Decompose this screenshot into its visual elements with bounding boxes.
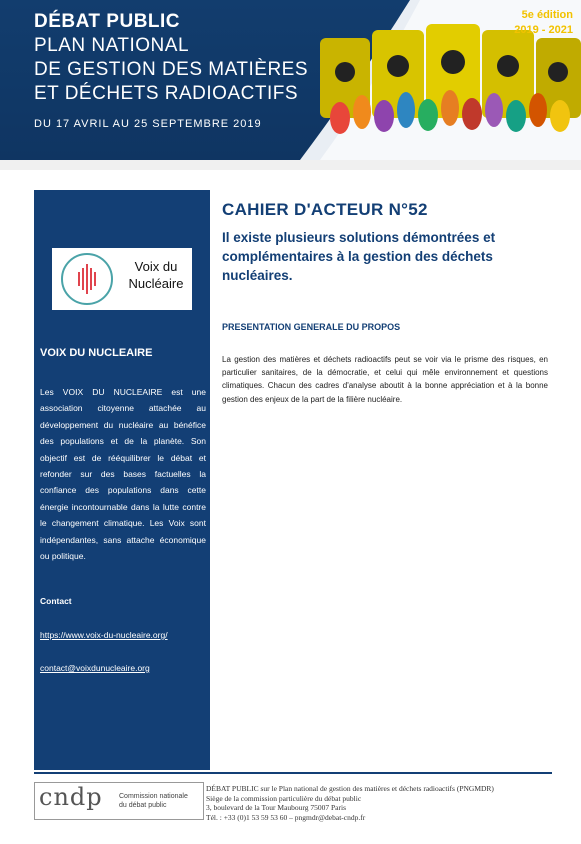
edition-label: 5e édition (521, 9, 573, 21)
edition-badge (514, 8, 573, 38)
header-line-4: ET DÉCHETS RADIOACTIFS (34, 83, 299, 104)
section-body: La gestion des matières et déchets radioactifs peut se voir via le prisme des risques, en particulier sanitaires, de la démocratie, et celui qui mêle environnement et questions climatiques. Chacun des cadres d'analyse aboutit à la bonne appréciation et à la bonne gestion des enjeux de la part de la filière nucléaire. (222, 355, 548, 404)
cndp-name (119, 792, 188, 810)
cndp-name-line-1: Commission nationale (119, 793, 188, 800)
header-separator (0, 160, 581, 170)
actor-name: VOIX DU NUCLEAIRE (40, 347, 153, 359)
logo-line-1: Voix du (134, 259, 178, 274)
cndp-mark: cndp (39, 783, 103, 811)
logo-line-2: Nucléaire (128, 276, 184, 291)
footer-line-2: Siège de la commission particulière du débat public (206, 793, 362, 803)
footer-line-4: Tél. : +33 (0)1 53 59 53 60 – pngmdr@debat-cndp.fr (206, 812, 366, 822)
logo-circle-icon (56, 248, 118, 310)
email-link[interactable]: contact@voixdunucleaire.org (40, 663, 150, 673)
actor-description: Les VOIX DU NUCLEAIRE est une association citoyenne attachée au développement du nucléaire au bénéfice des populations et de la planète. Son objectif est de rééquilibrer le débat et refonder sur des bases factuelles la confiance des populations dans cette énergie incontournable dans la lutte contre le changement climatique. Les Voix sont indépendantes, sans attache économique ou politique. (40, 387, 206, 562)
header-line-3: DE GESTION DES MATIÈRES (34, 59, 309, 80)
document-title: CAHIER D'ACTEUR N°52 (222, 200, 428, 219)
cndp-name-line-2: du débat public (119, 802, 167, 809)
contact-label: Contact (40, 596, 72, 606)
footer-line-1: DÉBAT PUBLIC sur le Plan national de gestion des matières et déchets radioactifs (PNGMDR) (206, 784, 494, 793)
website-link[interactable]: https://www.voix-du-nucleaire.org/ (40, 630, 168, 640)
footer-info (206, 784, 494, 822)
document-subtitle: Il existe plusieurs solutions démontrées et complémentaires à la gestion des déchets nucléaires. (222, 230, 496, 283)
section-heading: PRESENTATION GENERALE DU PROPOS (222, 322, 401, 332)
header-line-1: DÉBAT PUBLIC (34, 11, 181, 32)
cndp-logo (34, 782, 204, 820)
main-content (222, 200, 552, 285)
logo-text (124, 258, 188, 292)
header-title-block (34, 10, 308, 136)
header-banner (0, 0, 581, 160)
footer-divider (34, 772, 552, 774)
voix-du-nucleaire-logo (52, 248, 192, 310)
header-line-2: PLAN NATIONAL (34, 35, 190, 56)
actor-sidebar (34, 190, 210, 770)
footer-line-3: 3, boulevard de la Tour Maubourg 75007 Paris (206, 803, 347, 812)
edition-years: 2019 - 2021 (514, 24, 573, 36)
header-dates: DU 17 AVRIL AU 25 SEPTEMBRE 2019 (34, 118, 262, 130)
